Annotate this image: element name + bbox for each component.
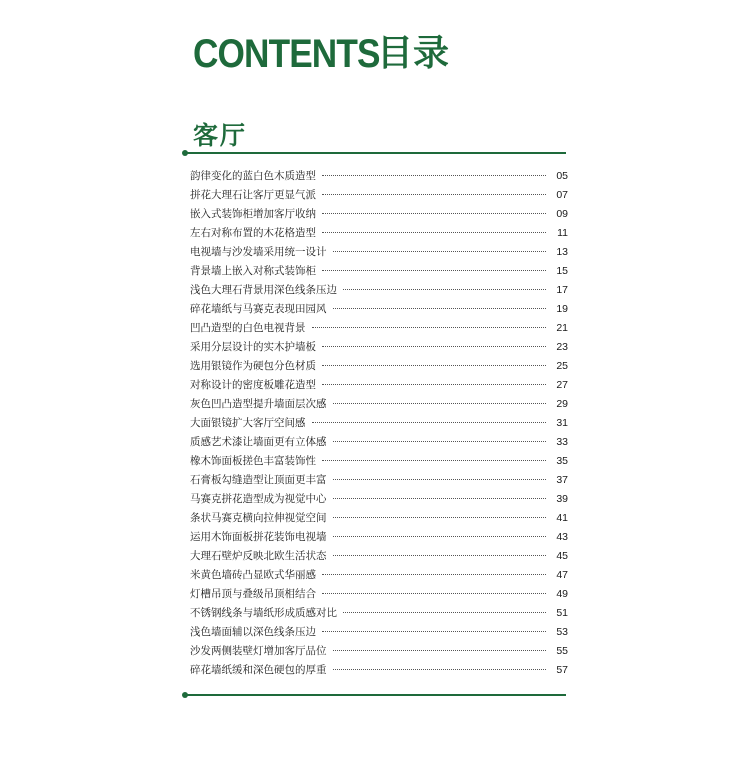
- toc-entry-title: 嵌入式装饰柜增加客厅收纳: [190, 208, 316, 220]
- section-title: 客厅: [193, 121, 248, 150]
- toc-dot-leader: [322, 365, 546, 366]
- toc-entry-page-number: 47: [556, 569, 568, 581]
- toc-entry-page-number: 35: [556, 455, 568, 467]
- toc-entry-page-number: 31: [556, 417, 568, 429]
- toc-dot-leader: [333, 669, 547, 670]
- toc-dot-leader: [322, 460, 546, 461]
- toc-dot-leader: [333, 536, 547, 537]
- toc-dot-leader: [322, 270, 546, 271]
- toc-entry-title: 背景墙上嵌入对称式装饰柜: [190, 265, 316, 277]
- toc-entry-page-number: 41: [556, 512, 568, 524]
- toc-dot-leader: [333, 403, 547, 404]
- bottom-rule: [185, 694, 566, 696]
- toc-dot-leader: [333, 650, 547, 651]
- toc-entry-page-number: 17: [556, 284, 568, 296]
- toc-entry[interactable]: [190, 623, 568, 642]
- toc-entry-page-number: 25: [556, 360, 568, 372]
- toc-dot-leader: [333, 498, 547, 499]
- toc-entry-page-number: 39: [556, 493, 568, 505]
- toc-dot-leader: [322, 175, 546, 176]
- toc-entry[interactable]: [190, 205, 568, 224]
- toc-entry-title: 碎花墙纸缓和深色硬包的厚重: [190, 664, 327, 676]
- toc-entry[interactable]: [190, 243, 568, 262]
- toc-entry-page-number: 49: [556, 588, 568, 600]
- toc-dot-leader: [333, 441, 547, 442]
- toc-entry-title: 灯槽吊顶与叠级吊顶相结合: [190, 588, 316, 600]
- toc-list: [190, 167, 568, 680]
- toc-dot-leader: [322, 213, 546, 214]
- toc-entry-page-number: 09: [556, 208, 568, 220]
- toc-dot-leader: [322, 574, 546, 575]
- toc-entry[interactable]: [190, 376, 568, 395]
- toc-entry[interactable]: [190, 319, 568, 338]
- toc-dot-leader: [312, 327, 547, 328]
- toc-entry[interactable]: [190, 604, 568, 623]
- toc-entry-title: 大面银镜扩大客厅空间感: [190, 417, 306, 429]
- toc-entry-page-number: 55: [556, 645, 568, 657]
- toc-dot-leader: [322, 631, 546, 632]
- toc-entry-title: 米黄色墙砖凸显欧式华丽感: [190, 569, 316, 581]
- toc-entry[interactable]: [190, 414, 568, 433]
- toc-entry-title: 沙发两侧装壁灯增加客厅品位: [190, 645, 327, 657]
- toc-entry-page-number: 27: [556, 379, 568, 391]
- toc-entry-page-number: 29: [556, 398, 568, 410]
- toc-entry-page-number: 07: [556, 189, 568, 201]
- toc-entry-page-number: 37: [556, 474, 568, 486]
- toc-entry[interactable]: [190, 395, 568, 414]
- toc-entry-page-number: 11: [557, 227, 568, 239]
- toc-dot-leader: [322, 232, 546, 233]
- toc-entry[interactable]: [190, 433, 568, 452]
- toc-entry-title: 左右对称布置的木花格造型: [190, 227, 316, 239]
- toc-dot-leader: [343, 612, 546, 613]
- toc-entry[interactable]: [190, 281, 568, 300]
- toc-entry-title: 采用分层设计的实木护墙板: [190, 341, 316, 353]
- toc-entry-title: 凹凸造型的白色电视背景: [190, 322, 306, 334]
- toc-entry-page-number: 13: [556, 246, 568, 258]
- toc-dot-leader: [322, 346, 546, 347]
- toc-entry-title: 质感艺术漆让墙面更有立体感: [190, 436, 327, 448]
- toc-entry[interactable]: [190, 566, 568, 585]
- toc-entry-page-number: 23: [556, 341, 568, 353]
- toc-entry-page-number: 57: [556, 664, 568, 676]
- toc-entry[interactable]: [190, 262, 568, 281]
- toc-dot-leader: [333, 479, 547, 480]
- toc-dot-leader: [322, 384, 546, 385]
- toc-entry[interactable]: [190, 224, 568, 243]
- toc-entry-title: 对称设计的密度板雕花造型: [190, 379, 316, 391]
- top-rule: [185, 152, 566, 154]
- toc-entry[interactable]: [190, 642, 568, 661]
- toc-dot-leader: [333, 251, 547, 252]
- heading-chinese: 目录: [377, 33, 450, 74]
- toc-dot-leader: [333, 308, 547, 309]
- toc-entry-title: 拼花大理石让客厅更显气派: [190, 189, 316, 201]
- toc-entry[interactable]: [190, 471, 568, 490]
- page-heading: [193, 28, 449, 76]
- toc-entry-title: 灰色凹凸造型提升墙面层次感: [190, 398, 327, 410]
- toc-entry-page-number: 05: [556, 170, 568, 182]
- toc-entry[interactable]: [190, 490, 568, 509]
- toc-entry-title: 浅色大理石背景用深色线条压边: [190, 284, 337, 296]
- toc-entry-title: 大理石壁炉反映北欧生活状态: [190, 550, 327, 562]
- toc-entry-page-number: 51: [556, 607, 568, 619]
- toc-entry[interactable]: [190, 509, 568, 528]
- toc-entry-page-number: 33: [556, 436, 568, 448]
- toc-entry-page-number: 45: [556, 550, 568, 562]
- heading-english: CONTENTS: [193, 32, 380, 76]
- toc-entry-title: 电视墙与沙发墙采用统一设计: [190, 246, 327, 258]
- toc-entry[interactable]: [190, 528, 568, 547]
- toc-entry-title: 不锈钢线条与墙纸形成质感对比: [190, 607, 337, 619]
- toc-entry-page-number: 15: [556, 265, 568, 277]
- toc-dot-leader: [333, 517, 547, 518]
- toc-entry[interactable]: [190, 452, 568, 471]
- toc-entry-page-number: 19: [556, 303, 568, 315]
- toc-entry-title: 碎花墙纸与马赛克表现田园风: [190, 303, 327, 315]
- toc-entry-page-number: 53: [556, 626, 568, 638]
- toc-entry[interactable]: [190, 357, 568, 376]
- toc-dot-leader: [322, 593, 546, 594]
- toc-dot-leader: [312, 422, 547, 423]
- toc-entry[interactable]: [190, 661, 568, 680]
- toc-entry-title: 韵律变化的蓝白色木质造型: [190, 170, 316, 182]
- toc-entry-title: 浅色墙面辅以深色线条压边: [190, 626, 316, 638]
- toc-entry-title: 石膏板勾缝造型让顶面更丰富: [190, 474, 327, 486]
- toc-entry-title: 马赛克拼花造型成为视觉中心: [190, 493, 327, 505]
- toc-entry-title: 条状马赛克横向拉伸视觉空间: [190, 512, 327, 524]
- toc-entry[interactable]: [190, 186, 568, 205]
- toc-entry[interactable]: [190, 547, 568, 566]
- toc-dot-leader: [322, 194, 546, 195]
- toc-entry[interactable]: [190, 585, 568, 604]
- toc-entry[interactable]: [190, 167, 568, 186]
- toc-dot-leader: [333, 555, 547, 556]
- toc-dot-leader: [343, 289, 546, 290]
- toc-entry[interactable]: [190, 300, 568, 319]
- toc-entry-page-number: 21: [556, 322, 568, 334]
- toc-entry-title: 运用木饰面板拼花装饰电视墙: [190, 531, 327, 543]
- toc-entry[interactable]: [190, 338, 568, 357]
- toc-entry-title: 橡木饰面板搓色丰富装饰性: [190, 455, 316, 467]
- toc-entry-page-number: 43: [556, 531, 568, 543]
- toc-entry-title: 选用银镜作为硬包分色材质: [190, 360, 316, 372]
